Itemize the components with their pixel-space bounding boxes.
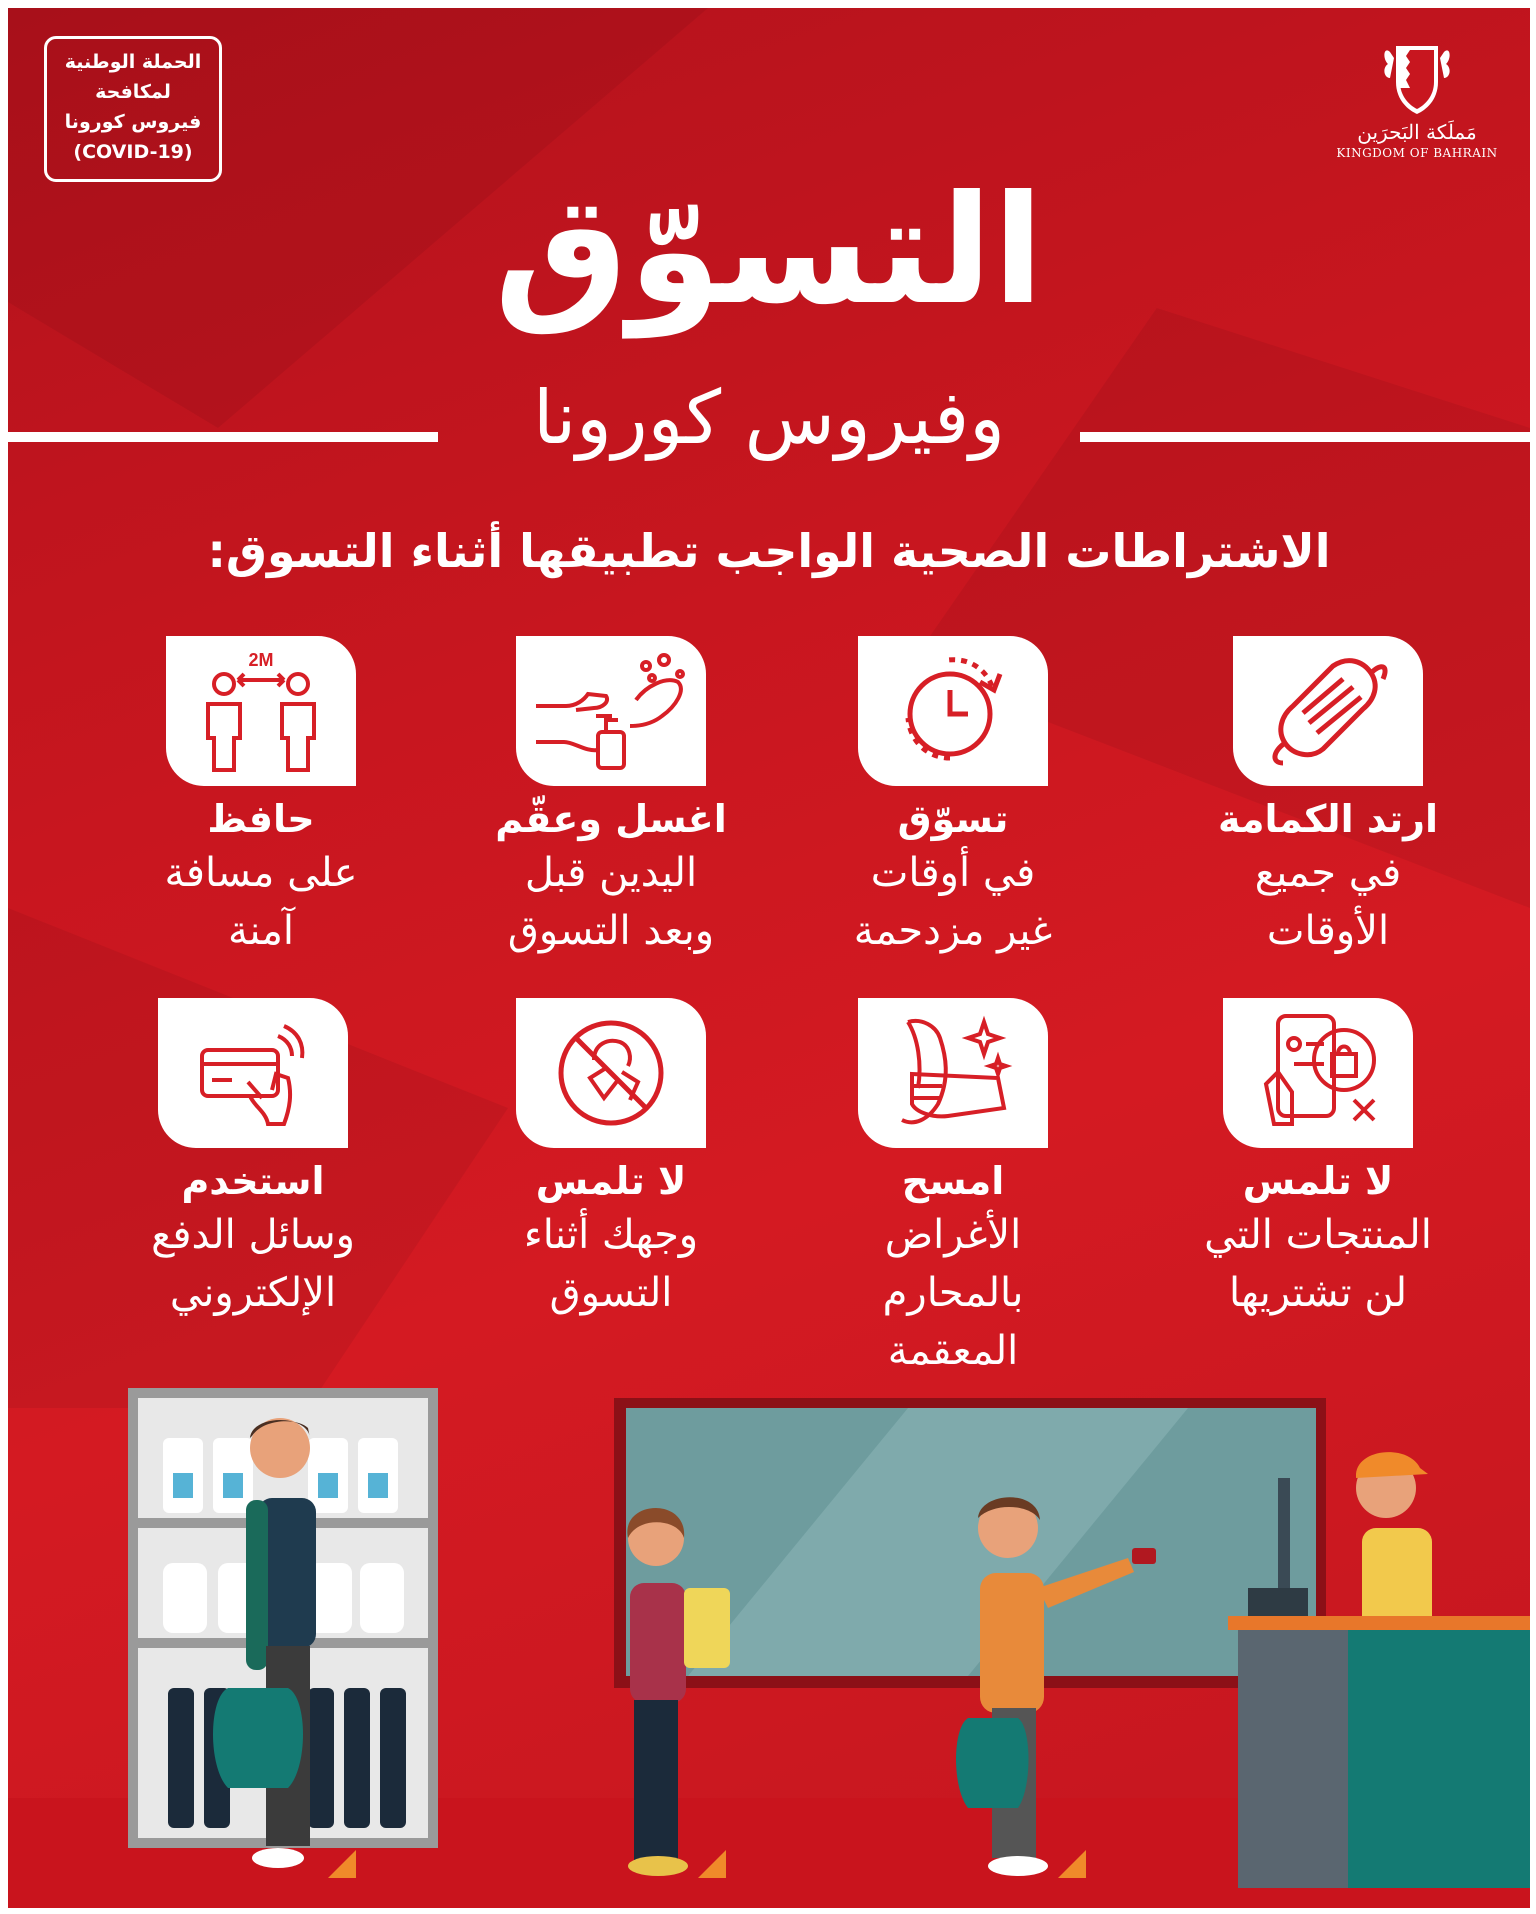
tip-no-touch-products (1148, 998, 1488, 1322)
tip-heading: حافظ (207, 797, 315, 841)
campaign-badge (44, 36, 222, 182)
tip-icon-card (858, 636, 1048, 786)
coat-of-arms-icon (1380, 38, 1454, 118)
tip-text-line: وجهك أثناء (523, 1212, 699, 1258)
tip-wash-hands (466, 636, 756, 960)
shopping-scene-illustration (8, 1388, 1530, 1908)
tip-text-line: على مسافة (164, 850, 358, 896)
tip-keep-distance (116, 636, 406, 960)
tip-text-line: التسوق (549, 1270, 673, 1316)
tip-text-line: في أوقات (870, 850, 1036, 896)
tip-icon-card (516, 998, 706, 1148)
tip-icon-card (166, 636, 356, 786)
campaign-line: لمكافحة (95, 81, 171, 103)
tip-wipe-items (808, 998, 1098, 1380)
tip-text-line: في جميع (1254, 850, 1402, 896)
tip-text-line: وسائل الدفع (151, 1212, 355, 1258)
tip-heading: استخدم (181, 1159, 325, 1203)
hand-wash-icon (526, 646, 696, 776)
tip-text-line: الأوقات (1266, 908, 1390, 954)
tip-heading: تسوّق (897, 797, 1009, 841)
tip-text-line: بالمحارم (882, 1270, 1024, 1316)
poster (8, 8, 1530, 1908)
tip-text-line: وبعد التسوق (507, 908, 715, 954)
requirements-heading: الاشتراطات الصحية الواجب تطبيقها أثناء التسوق: (207, 524, 1331, 578)
tip-text-line: آمنة (227, 908, 295, 954)
no-face-touch-icon (546, 1008, 676, 1138)
kingdom-english-name: KINGDOM OF BAHRAIN (1336, 146, 1498, 160)
tip-icon-card (858, 998, 1048, 1148)
tip-icon-card (1223, 998, 1413, 1148)
tip-electronic-payment (108, 998, 398, 1322)
tip-icon-card (516, 636, 706, 786)
kingdom-arabic-name: مَملَكة البَحرَين (1357, 120, 1477, 144)
tip-heading: لا تلمس (1242, 1159, 1394, 1203)
tip-icon-card (1233, 636, 1423, 786)
page-title: التسوّق (494, 164, 1044, 338)
tip-text-line: غير مزدحمة (853, 908, 1053, 954)
tip-heading: ارتد الكمامة (1217, 797, 1439, 841)
page-subtitle: وفيروس كورونا (533, 375, 1005, 461)
tip-heading: اغسل وعقّم (495, 797, 727, 841)
tip-text-line: المنتجات التي (1204, 1212, 1432, 1258)
face-mask-icon (1263, 651, 1393, 771)
tip-text-line: لن تشتريها (1228, 1270, 1408, 1316)
tip-heading: لا تلمس (535, 1159, 687, 1203)
campaign-line: الحملة الوطنية (64, 51, 202, 73)
tip-icon-card (158, 998, 348, 1148)
campaign-line: فيروس كورونا (64, 111, 202, 133)
distance-label: 2M (248, 650, 274, 670)
tip-shop-off-peak (808, 636, 1098, 960)
tip-text-line: الأغراض (884, 1212, 1022, 1258)
tip-text-line: المعقمة (887, 1328, 1019, 1374)
kingdom-logo (1332, 38, 1502, 160)
contactless-card-icon (188, 1008, 318, 1138)
tip-wear-mask (1178, 636, 1478, 960)
tip-text-line: اليدين قبل (524, 850, 698, 896)
social-distance-icon (186, 646, 336, 776)
tip-no-face-touch (466, 998, 756, 1322)
campaign-line: (COVID-19) (73, 141, 193, 163)
tip-text-line: الإلكتروني (169, 1270, 337, 1316)
tip-heading: امسح (901, 1159, 1005, 1203)
clock-icon (888, 646, 1018, 776)
wipe-hand-icon (888, 1008, 1018, 1138)
no-touch-products-icon (1248, 1008, 1388, 1138)
